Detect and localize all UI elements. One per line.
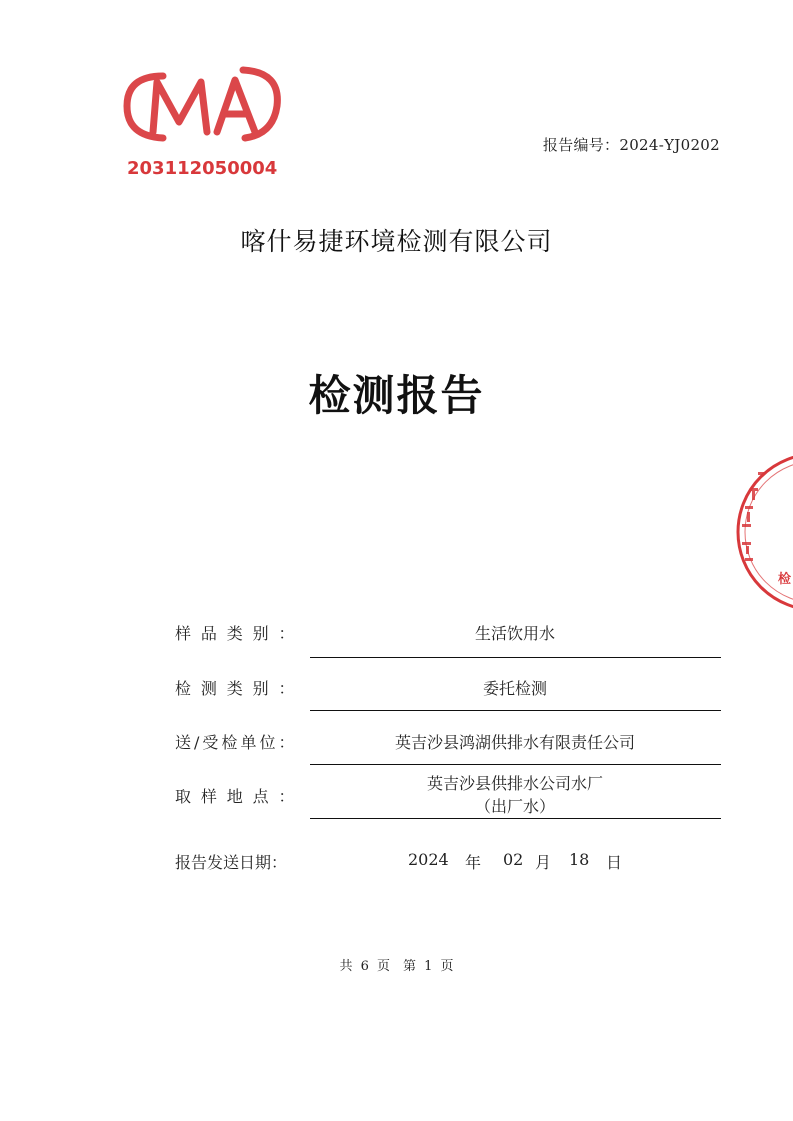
company-name: 喀什易捷环境检测有限公司 [240, 227, 553, 256]
test-type-value: 委托检测 [482, 679, 547, 698]
test-type-label: 检测类别： [175, 679, 295, 698]
sampling-location-value-line1: 英吉沙县供排水公司水厂 [426, 774, 603, 793]
report-number-label: 报告编号： [542, 136, 620, 154]
issue-date-day: 18 [569, 850, 590, 869]
issue-date-year: 2024 [408, 850, 449, 869]
cma-number: 203112050004 [127, 158, 278, 179]
cma-certification-mark-icon [123, 62, 285, 180]
report-number-value: 2024-YJ0202 [619, 136, 720, 154]
cma-logo [123, 62, 285, 180]
divider-line [310, 764, 721, 765]
sample-type-label: 样品类别： [175, 624, 295, 643]
page-footer: 共 6 页 第 1 页 [339, 959, 454, 974]
red-official-seal-icon [728, 450, 793, 610]
report-number [480, 134, 720, 155]
sampling-location-value-line2: （出厂水） [474, 797, 555, 816]
issue-date-day-unit: 日 [606, 853, 623, 872]
issue-date-month: 02 [503, 850, 524, 869]
issue-date-month-unit: 月 [535, 853, 552, 872]
official-seal [728, 450, 793, 610]
divider-line [310, 818, 721, 819]
sampling-location-label: 取样地点： [175, 787, 295, 806]
divider-line [310, 657, 721, 658]
issue-date-label: 报告发送日期： [175, 853, 288, 872]
seal-text: 检 [778, 572, 792, 587]
divider-line [310, 710, 721, 711]
issue-date-year-unit: 年 [465, 853, 482, 872]
document-title: 检测报告 [308, 371, 485, 420]
client-unit-value: 英吉沙县鸿湖供排水有限责任公司 [394, 733, 635, 752]
sample-type-value: 生活饮用水 [474, 624, 555, 643]
client-unit-label: 送/受检单位： [175, 733, 295, 752]
